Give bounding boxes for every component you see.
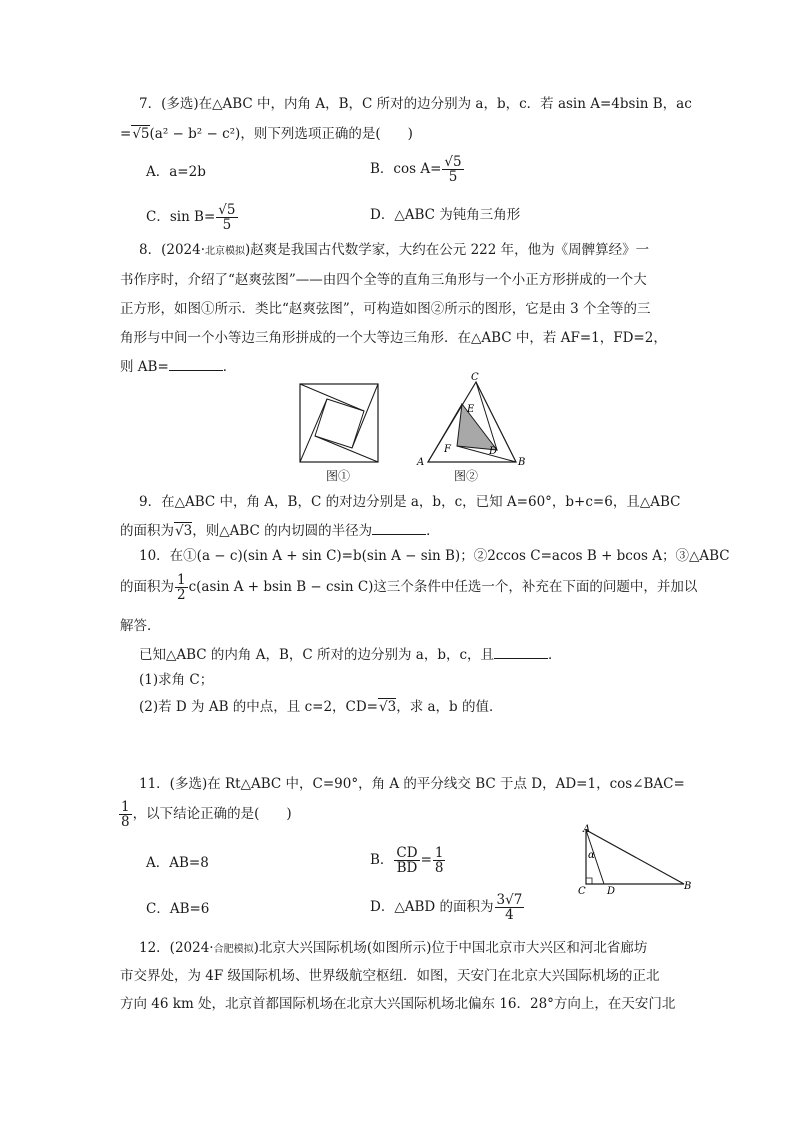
q10-line2-pre: 的面积为 — [120, 579, 174, 595]
q10-part2 — [139, 697, 502, 717]
q12-line1-text: )北京大兴国际机场(如图所示)位于中国北京市大兴区和河北省廊坊 — [253, 940, 648, 956]
answer-blank — [169, 356, 223, 371]
q10-line3: 解答． — [120, 618, 161, 634]
q7-line1: 7．(多选)在△ABC 中，内角 A，B，C 所对的边分别为 a，b，c．若 asin A=4bsin B，ac — [139, 96, 692, 112]
q9-line2-pre: 的面积为 — [120, 523, 174, 539]
q7-option-c-pre: C．sin B= — [146, 209, 216, 225]
q8-number: 8．(2024· — [139, 242, 206, 258]
q10-line4: 已知△ABC 的内角 A，B，C 所对的边分别为 a，b，c，且 ． — [139, 644, 562, 665]
figure-1-zhao-shuang-diagram — [296, 380, 382, 466]
q12-source-tag: 合肥模拟 — [213, 944, 254, 955]
q7-sqrt: √5 — [132, 126, 150, 142]
q10-line4-text: 已知△ABC 的内角 A，B，C 所对的边分别为 a，b，c，且 — [139, 647, 495, 663]
q10-sqrt: √3 — [379, 699, 397, 715]
label-alpha: α — [588, 850, 595, 861]
q11-option-b-fraction-left: $\frac{CD}{BD}$ — [396, 845, 418, 876]
label-c: C — [471, 372, 479, 383]
q8-line5: 则 AB= ． — [120, 356, 236, 377]
q12-line2: 市交界处，为 4F 级国际机场、世界级航空枢纽．如图，天安门在北京大兴国际机场的正北 — [120, 968, 660, 984]
label-d: D — [607, 886, 616, 897]
q7-option-b-fraction: $\frac{√5}{5}$ — [444, 154, 462, 185]
q9-line1: 9．在△ABC 中，角 A，B，C 的对边分别是 a，b，c，已知 A=60°，b+c=6，且△ABC — [139, 494, 681, 510]
q11-cos-fraction: $\frac{1}{8}$ — [121, 799, 130, 830]
q7-line2-pre: = — [120, 126, 132, 142]
q11-option-a: A．AB=8 — [146, 855, 209, 871]
q11-option-d-pre: D．△ABD 的面积为 — [370, 899, 494, 915]
q12-line3: 方向 46 km 处，北京首都国际机场在北京大兴国际机场北偏东 16．28°方向上，在天安门北 — [120, 996, 676, 1012]
q7-option-c-fraction: $\frac{√5}{5}$ — [218, 202, 236, 233]
q11-line2-post: ，以下结论正确的是( ) — [132, 806, 292, 822]
q8-source-tag: 北京模拟 — [205, 246, 246, 257]
q8-line5-text: 则 AB= — [120, 359, 169, 375]
q10-part2-pre: (2)若 D 为 AB 的中点，且 c=2，CD= — [139, 699, 378, 715]
figure-2-triangle-diagram — [414, 372, 529, 470]
q7-option-a: A．a=2b — [146, 164, 206, 180]
q8-line4: 角形与中间一个小等边三角形拼成的一个大等边三角形．在△ABC 中，若 AF=1，FD=2， — [120, 330, 667, 346]
q10-line1: 10．在①(a − c)(sin A + sin C)=b(sin A − sin B)；②2ccos C=acos B + bcos A；③△ABC — [139, 548, 730, 564]
q10-part1: (1)求角 C； — [139, 672, 214, 688]
label-a: A — [417, 457, 425, 468]
q10-line2 — [120, 573, 697, 602]
q12-line1 — [139, 938, 647, 960]
label-d: D — [489, 446, 498, 457]
figure-1-caption: 图① — [326, 469, 351, 483]
q7-option-c — [146, 203, 239, 232]
q11-option-b-fraction-right: $\frac{1}{8}$ — [434, 845, 444, 876]
q11-option-b-pre: B． — [370, 852, 394, 868]
answer-blank — [372, 520, 426, 535]
q8-line2: 书作序时，介绍了“赵爽弦图”——由四个全等的直角三角形与一个小正方形拼成的一个大 — [120, 272, 647, 288]
q8-line3: 正方形，如图①所示．类比“赵爽弦图”，可构造如图②所示的图形，它是由 3 个全等的三 — [120, 301, 651, 317]
q7-line2-post: (a² − b² − c²)，则下列选项正确的是( ) — [149, 126, 413, 142]
q9-line2-post: ，则△ABC 的内切圆的半径为 — [192, 523, 373, 539]
q7-line2 — [120, 124, 413, 144]
label-e: E — [467, 404, 475, 415]
q11-option-d-fraction: $\frac{3√7}{4}$ — [496, 892, 523, 923]
q11-line1: 11．(多选)在 Rt△ABC 中，C=90°，角 A 的平分线交 BC 于点 D，AD=1，cos∠BAC= — [139, 776, 685, 792]
q10-fraction: $\frac{1}{2}$ — [177, 572, 186, 603]
q11-line2 — [118, 800, 292, 829]
q8-line1-text: )赵爽是我国古代数学家，大约在公元 222 年，他为《周髀算经》一 — [245, 242, 650, 258]
label-a: A — [583, 824, 591, 835]
q7-option-d: D．△ABC 为钝角三角形 — [370, 207, 521, 223]
q7-option-b — [370, 155, 465, 184]
q9-sqrt: √3 — [175, 523, 193, 539]
q8-line1 — [139, 240, 649, 262]
figure-2-caption: 图② — [454, 469, 479, 483]
q11-right-triangle-figure — [574, 822, 698, 898]
label-c: C — [578, 886, 586, 897]
label-b: B — [518, 457, 526, 468]
q9-line2: 的面积为√3，则△ABC 的内切圆的半径为 ． — [120, 520, 440, 541]
q10-part2-post: ，求 a，b 的值． — [396, 699, 503, 715]
answer-blank — [494, 644, 548, 659]
q11-option-d — [370, 893, 525, 922]
q7-option-b-pre: B．cos A= — [370, 161, 442, 177]
q12-number: 12．(2024· — [139, 940, 214, 956]
q11-option-b: B． $\frac{CD}{BD}$ = $\frac{1}{8}$ — [370, 845, 444, 876]
label-f: F — [444, 444, 451, 455]
q11-option-c: C．AB=6 — [146, 901, 210, 917]
q10-line2-post: c(asin A + bsin B − csin C)这三个条件中任选一个，补充在下面的问题中，并加以 — [188, 579, 698, 595]
label-b: B — [684, 881, 692, 892]
